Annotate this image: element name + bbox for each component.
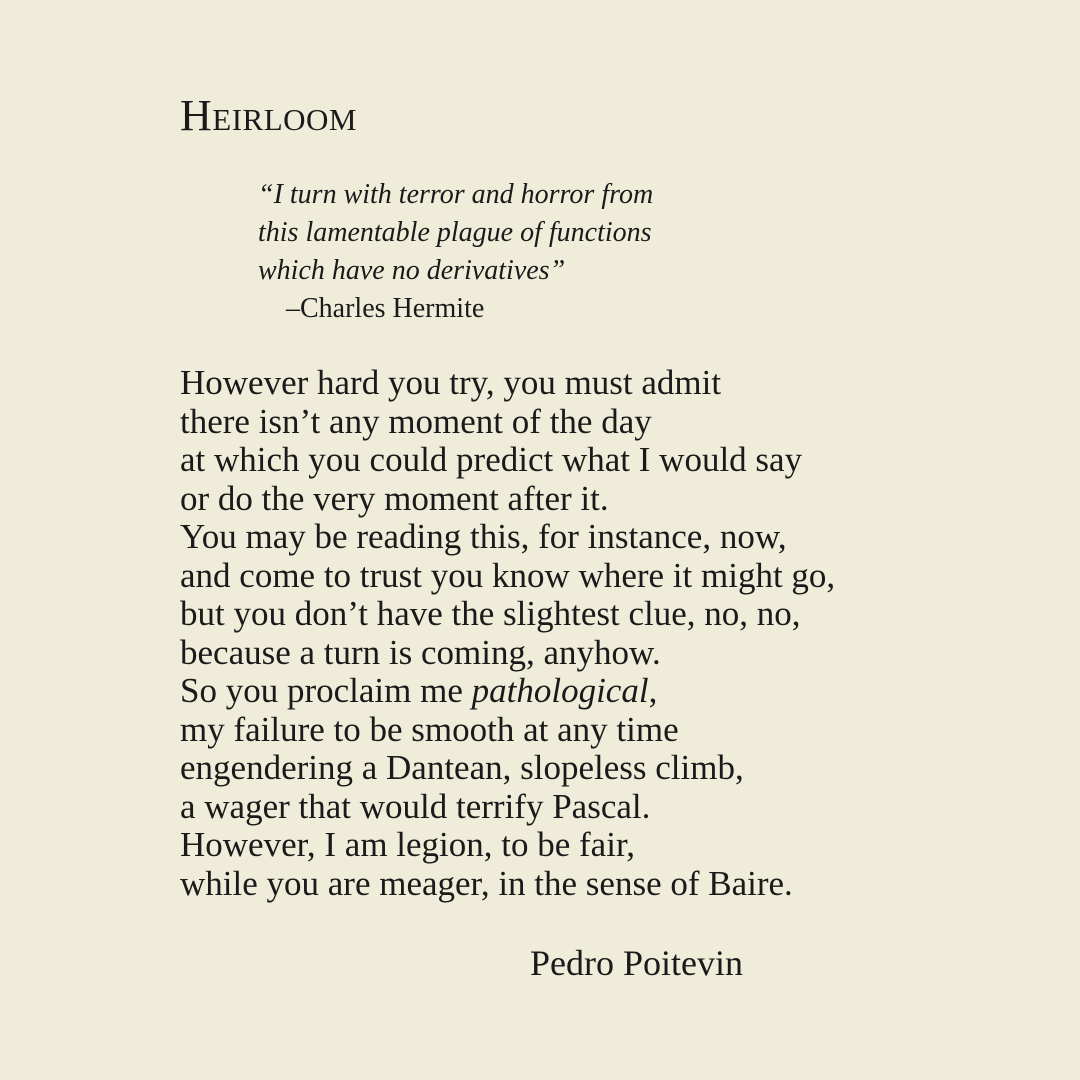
- epigraph-line: “I turn with terror and horror from: [258, 179, 654, 210]
- poem-line: there isn’t any moment of the day: [180, 401, 652, 441]
- poem-line: at which you could predict what I would say: [180, 440, 803, 479]
- poem-line: but you don’t have the slightest clue, no, no,: [180, 594, 801, 633]
- poem-line: However hard you try, you must admit: [180, 363, 722, 402]
- poem-line: or do the very moment after it.: [180, 478, 609, 518]
- poem-author: Pedro Poitevin: [530, 943, 743, 983]
- poem-line: You may be reading this, for instance, now,: [180, 517, 787, 556]
- poem-line: However, I am legion, to be fair,: [180, 825, 635, 864]
- poem-line-fragment: So you proclaim me: [180, 671, 472, 710]
- poem-line: engendering a Dantean, slopeless climb,: [180, 748, 744, 787]
- epigraph-line: this lamentable plague of functions: [258, 217, 652, 248]
- epigraph-line: which have no derivatives”: [258, 255, 566, 286]
- poem-body: [180, 364, 835, 903]
- poem-line: my failure to be smooth at any time: [180, 709, 679, 749]
- poem-line-fragment: ,: [648, 671, 658, 710]
- poem-line: while you are meager, in the sense of Baire.: [180, 863, 793, 903]
- poem-title: Heirloom: [180, 91, 357, 140]
- poem-line-with-italic: [180, 672, 835, 711]
- poem-line: and come to trust you know where it might go,: [180, 555, 836, 595]
- poem-line: a wager that would terrify Pascal.: [180, 786, 651, 826]
- epigraph: [258, 176, 653, 328]
- epigraph-attribution: –Charles Hermite: [286, 293, 485, 324]
- poem-line: because a turn is coming, anyhow.: [180, 632, 661, 672]
- italic-word: pathological: [471, 671, 649, 710]
